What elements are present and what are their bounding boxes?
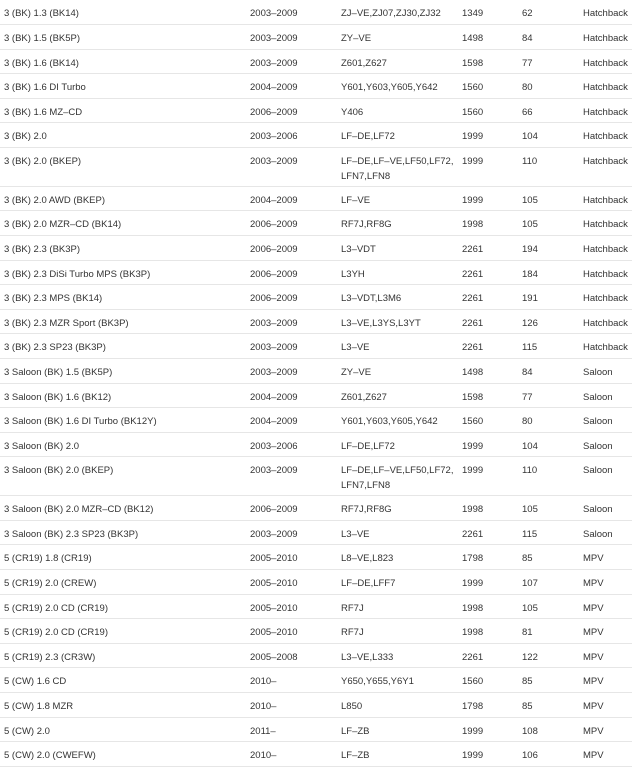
years-cell: 2004–2009	[246, 383, 337, 408]
body-type-cell: MPV	[579, 594, 632, 619]
table-row	[0, 285, 632, 310]
table-row	[0, 496, 632, 521]
capacity-cell: 1999	[458, 432, 518, 457]
table-row	[0, 594, 632, 619]
table-row	[0, 569, 632, 594]
engine-code-cell: L850	[337, 692, 458, 717]
body-type-cell: Saloon	[579, 383, 632, 408]
years-cell: 2003–2009	[246, 520, 337, 545]
model-cell: 5 (CR19) 2.0 CD (CR19)	[0, 619, 246, 644]
body-type-cell: Hatchback	[579, 309, 632, 334]
capacity-cell: 2261	[458, 285, 518, 310]
years-cell: 2005–2010	[246, 619, 337, 644]
years-cell: 2003–2006	[246, 123, 337, 148]
power-cell: 115	[518, 520, 579, 545]
model-cell: 3 (BK) 2.0 MZR–CD (BK14)	[0, 211, 246, 236]
capacity-cell: 1798	[458, 692, 518, 717]
model-cell: 5 (CR19) 1.8 (CR19)	[0, 545, 246, 570]
table-row	[0, 520, 632, 545]
years-cell: 2004–2009	[246, 74, 337, 99]
model-cell: 3 (BK) 2.3 (BK3P)	[0, 236, 246, 261]
power-cell: 84	[518, 25, 579, 50]
years-cell: 2003–2009	[246, 25, 337, 50]
power-cell: 191	[518, 285, 579, 310]
engine-code-cell: LF–DE,LFF7	[337, 569, 458, 594]
engine-code-cell: LF–VE	[337, 186, 458, 211]
capacity-cell: 1999	[458, 186, 518, 211]
years-cell: 2006–2009	[246, 496, 337, 521]
power-cell: 85	[518, 692, 579, 717]
engine-code-cell: L8–VE,L823	[337, 545, 458, 570]
table-row	[0, 457, 632, 496]
model-cell: 3 (BK) 1.6 DI Turbo	[0, 74, 246, 99]
engine-code-cell: LF–DE,LF–VE,LF50,LF72,LFN7,LFN8	[337, 457, 458, 496]
engine-code-cell: RF7J	[337, 619, 458, 644]
engine-code-cell: L3–VE	[337, 334, 458, 359]
engine-code-cell: L3YH	[337, 260, 458, 285]
body-type-cell: Hatchback	[579, 25, 632, 50]
power-cell: 85	[518, 545, 579, 570]
model-cell: 3 (BK) 1.5 (BK5P)	[0, 25, 246, 50]
power-cell: 66	[518, 98, 579, 123]
power-cell: 110	[518, 148, 579, 187]
power-cell: 85	[518, 668, 579, 693]
body-type-cell: Hatchback	[579, 74, 632, 99]
model-cell: 3 (BK) 2.3 MPS (BK14)	[0, 285, 246, 310]
capacity-cell: 1560	[458, 74, 518, 99]
engine-code-cell: Y601,Y603,Y605,Y642	[337, 74, 458, 99]
engine-code-cell: Y406	[337, 98, 458, 123]
body-type-cell: MPV	[579, 545, 632, 570]
table-row	[0, 742, 632, 767]
model-cell: 3 (BK) 2.3 MZR Sport (BK3P)	[0, 309, 246, 334]
table-row	[0, 717, 632, 742]
body-type-cell: Saloon	[579, 457, 632, 496]
model-cell: 3 Saloon (BK) 2.0 MZR–CD (BK12)	[0, 496, 246, 521]
table-row	[0, 236, 632, 261]
years-cell: 2004–2009	[246, 408, 337, 433]
engine-code-cell: L3–VE,L333	[337, 643, 458, 668]
table-row	[0, 309, 632, 334]
table-row	[0, 545, 632, 570]
capacity-cell: 2261	[458, 520, 518, 545]
capacity-cell: 1560	[458, 408, 518, 433]
years-cell: 2003–2009	[246, 0, 337, 25]
power-cell: 62	[518, 0, 579, 25]
model-cell: 5 (CR19) 2.3 (CR3W)	[0, 643, 246, 668]
body-type-cell: MPV	[579, 668, 632, 693]
model-cell: 5 (CR19) 2.0 CD (CR19)	[0, 594, 246, 619]
table-row	[0, 260, 632, 285]
body-type-cell: Hatchback	[579, 49, 632, 74]
power-cell: 194	[518, 236, 579, 261]
table-row	[0, 334, 632, 359]
power-cell: 77	[518, 383, 579, 408]
engine-code-cell: ZY–VE	[337, 359, 458, 384]
years-cell: 2006–2009	[246, 285, 337, 310]
body-type-cell: Hatchback	[579, 123, 632, 148]
model-cell: 3 Saloon (BK) 2.0 (BKEP)	[0, 457, 246, 496]
body-type-cell: Hatchback	[579, 0, 632, 25]
capacity-cell: 1798	[458, 545, 518, 570]
table-row	[0, 148, 632, 187]
table-row	[0, 619, 632, 644]
model-cell: 5 (CR19) 2.0 (CREW)	[0, 569, 246, 594]
model-cell: 3 (BK) 1.3 (BK14)	[0, 0, 246, 25]
years-cell: 2006–2009	[246, 260, 337, 285]
body-type-cell: MPV	[579, 643, 632, 668]
capacity-cell: 1999	[458, 457, 518, 496]
engine-code-cell: LF–ZB	[337, 717, 458, 742]
years-cell: 2003–2009	[246, 457, 337, 496]
engine-code-cell: RF7J,RF8G	[337, 211, 458, 236]
capacity-cell: 1598	[458, 383, 518, 408]
years-cell: 2003–2009	[246, 148, 337, 187]
years-cell: 2005–2010	[246, 545, 337, 570]
power-cell: 105	[518, 496, 579, 521]
body-type-cell: Hatchback	[579, 285, 632, 310]
engine-code-cell: L3–VDT,L3M6	[337, 285, 458, 310]
years-cell: 2005–2010	[246, 594, 337, 619]
engine-code-cell: Y601,Y603,Y605,Y642	[337, 408, 458, 433]
table-row	[0, 643, 632, 668]
capacity-cell: 1998	[458, 594, 518, 619]
table-row	[0, 25, 632, 50]
years-cell: 2010–	[246, 742, 337, 767]
years-cell: 2006–2009	[246, 236, 337, 261]
power-cell: 106	[518, 742, 579, 767]
table-row	[0, 49, 632, 74]
capacity-cell: 1498	[458, 25, 518, 50]
body-type-cell: Saloon	[579, 359, 632, 384]
capacity-cell: 1999	[458, 148, 518, 187]
engine-code-cell: L3–VE,L3YS,L3YT	[337, 309, 458, 334]
years-cell: 2010–	[246, 668, 337, 693]
model-cell: 5 (CW) 1.8 MZR	[0, 692, 246, 717]
power-cell: 105	[518, 186, 579, 211]
capacity-cell: 2261	[458, 236, 518, 261]
model-cell: 3 Saloon (BK) 1.6 (BK12)	[0, 383, 246, 408]
model-cell: 5 (CW) 2.0 (CWEFW)	[0, 742, 246, 767]
table-row	[0, 432, 632, 457]
engine-code-cell: LF–DE,LF72	[337, 123, 458, 148]
engine-code-cell: Z601,Z627	[337, 49, 458, 74]
table-row	[0, 408, 632, 433]
years-cell: 2003–2009	[246, 309, 337, 334]
body-type-cell: Saloon	[579, 496, 632, 521]
capacity-cell: 1560	[458, 98, 518, 123]
body-type-cell: Hatchback	[579, 211, 632, 236]
table-row	[0, 98, 632, 123]
model-cell: 3 (BK) 2.0 AWD (BKEP)	[0, 186, 246, 211]
power-cell: 104	[518, 432, 579, 457]
model-cell: 3 (BK) 2.0 (BKEP)	[0, 148, 246, 187]
table-row	[0, 211, 632, 236]
years-cell: 2010–	[246, 692, 337, 717]
body-type-cell: Hatchback	[579, 236, 632, 261]
years-cell: 2006–2009	[246, 211, 337, 236]
body-type-cell: MPV	[579, 619, 632, 644]
body-type-cell: Hatchback	[579, 186, 632, 211]
model-cell: 3 Saloon (BK) 1.6 DI Turbo (BK12Y)	[0, 408, 246, 433]
power-cell: 104	[518, 123, 579, 148]
model-cell: 3 (BK) 1.6 MZ–CD	[0, 98, 246, 123]
body-type-cell: Saloon	[579, 520, 632, 545]
table-row	[0, 692, 632, 717]
table-row	[0, 383, 632, 408]
capacity-cell: 1998	[458, 619, 518, 644]
power-cell: 126	[518, 309, 579, 334]
table-row	[0, 186, 632, 211]
power-cell: 122	[518, 643, 579, 668]
power-cell: 184	[518, 260, 579, 285]
capacity-cell: 1998	[458, 211, 518, 236]
table-row	[0, 123, 632, 148]
capacity-cell: 1999	[458, 717, 518, 742]
table-row	[0, 668, 632, 693]
engine-code-cell: ZY–VE	[337, 25, 458, 50]
capacity-cell: 1498	[458, 359, 518, 384]
body-type-cell: Hatchback	[579, 148, 632, 187]
capacity-cell: 1999	[458, 123, 518, 148]
power-cell: 77	[518, 49, 579, 74]
body-type-cell: Hatchback	[579, 98, 632, 123]
engine-code-cell: LF–ZB	[337, 742, 458, 767]
capacity-cell: 2261	[458, 260, 518, 285]
model-cell: 3 (BK) 2.3 DiSi Turbo MPS (BK3P)	[0, 260, 246, 285]
years-cell: 2005–2010	[246, 569, 337, 594]
model-cell: 3 Saloon (BK) 2.0	[0, 432, 246, 457]
body-type-cell: Saloon	[579, 432, 632, 457]
capacity-cell: 1998	[458, 496, 518, 521]
body-type-cell: MPV	[579, 742, 632, 767]
capacity-cell: 1560	[458, 668, 518, 693]
power-cell: 84	[518, 359, 579, 384]
engine-code-cell: RF7J	[337, 594, 458, 619]
years-cell: 2003–2009	[246, 334, 337, 359]
power-cell: 105	[518, 594, 579, 619]
capacity-cell: 1999	[458, 569, 518, 594]
table-row	[0, 0, 632, 25]
capacity-cell: 2261	[458, 309, 518, 334]
engine-code-cell: Y650,Y655,Y6Y1	[337, 668, 458, 693]
table-row	[0, 359, 632, 384]
model-cell: 3 (BK) 1.6 (BK14)	[0, 49, 246, 74]
body-type-cell: Saloon	[579, 408, 632, 433]
model-cell: 3 (BK) 2.0	[0, 123, 246, 148]
capacity-cell: 2261	[458, 643, 518, 668]
capacity-cell: 2261	[458, 334, 518, 359]
model-cell: 3 (BK) 2.3 SP23 (BK3P)	[0, 334, 246, 359]
capacity-cell: 1598	[458, 49, 518, 74]
table-row	[0, 74, 632, 99]
body-type-cell: MPV	[579, 569, 632, 594]
capacity-cell: 1349	[458, 0, 518, 25]
engine-code-cell: LF–DE,LF–VE,LF50,LF72,LFN7,LFN8	[337, 148, 458, 187]
model-cell: 3 Saloon (BK) 2.3 SP23 (BK3P)	[0, 520, 246, 545]
body-type-cell: Hatchback	[579, 334, 632, 359]
engine-code-cell: ZJ–VE,ZJ07,ZJ30,ZJ32	[337, 0, 458, 25]
power-cell: 81	[518, 619, 579, 644]
power-cell: 107	[518, 569, 579, 594]
capacity-cell: 1999	[458, 742, 518, 767]
engine-code-cell: RF7J,RF8G	[337, 496, 458, 521]
engine-code-cell: L3–VDT	[337, 236, 458, 261]
power-cell: 110	[518, 457, 579, 496]
years-cell: 2005–2008	[246, 643, 337, 668]
model-cell: 5 (CW) 2.0	[0, 717, 246, 742]
power-cell: 108	[518, 717, 579, 742]
model-cell: 3 Saloon (BK) 1.5 (BK5P)	[0, 359, 246, 384]
years-cell: 2003–2006	[246, 432, 337, 457]
power-cell: 80	[518, 74, 579, 99]
years-cell: 2003–2009	[246, 49, 337, 74]
body-type-cell: MPV	[579, 692, 632, 717]
power-cell: 115	[518, 334, 579, 359]
power-cell: 80	[518, 408, 579, 433]
years-cell: 2004–2009	[246, 186, 337, 211]
engine-code-cell: L3–VE	[337, 520, 458, 545]
body-type-cell: MPV	[579, 717, 632, 742]
years-cell: 2003–2009	[246, 359, 337, 384]
model-cell: 5 (CW) 1.6 CD	[0, 668, 246, 693]
power-cell: 105	[518, 211, 579, 236]
years-cell: 2006–2009	[246, 98, 337, 123]
engine-code-cell: Z601,Z627	[337, 383, 458, 408]
body-type-cell: Hatchback	[579, 260, 632, 285]
engine-code-cell: LF–DE,LF72	[337, 432, 458, 457]
years-cell: 2011–	[246, 717, 337, 742]
